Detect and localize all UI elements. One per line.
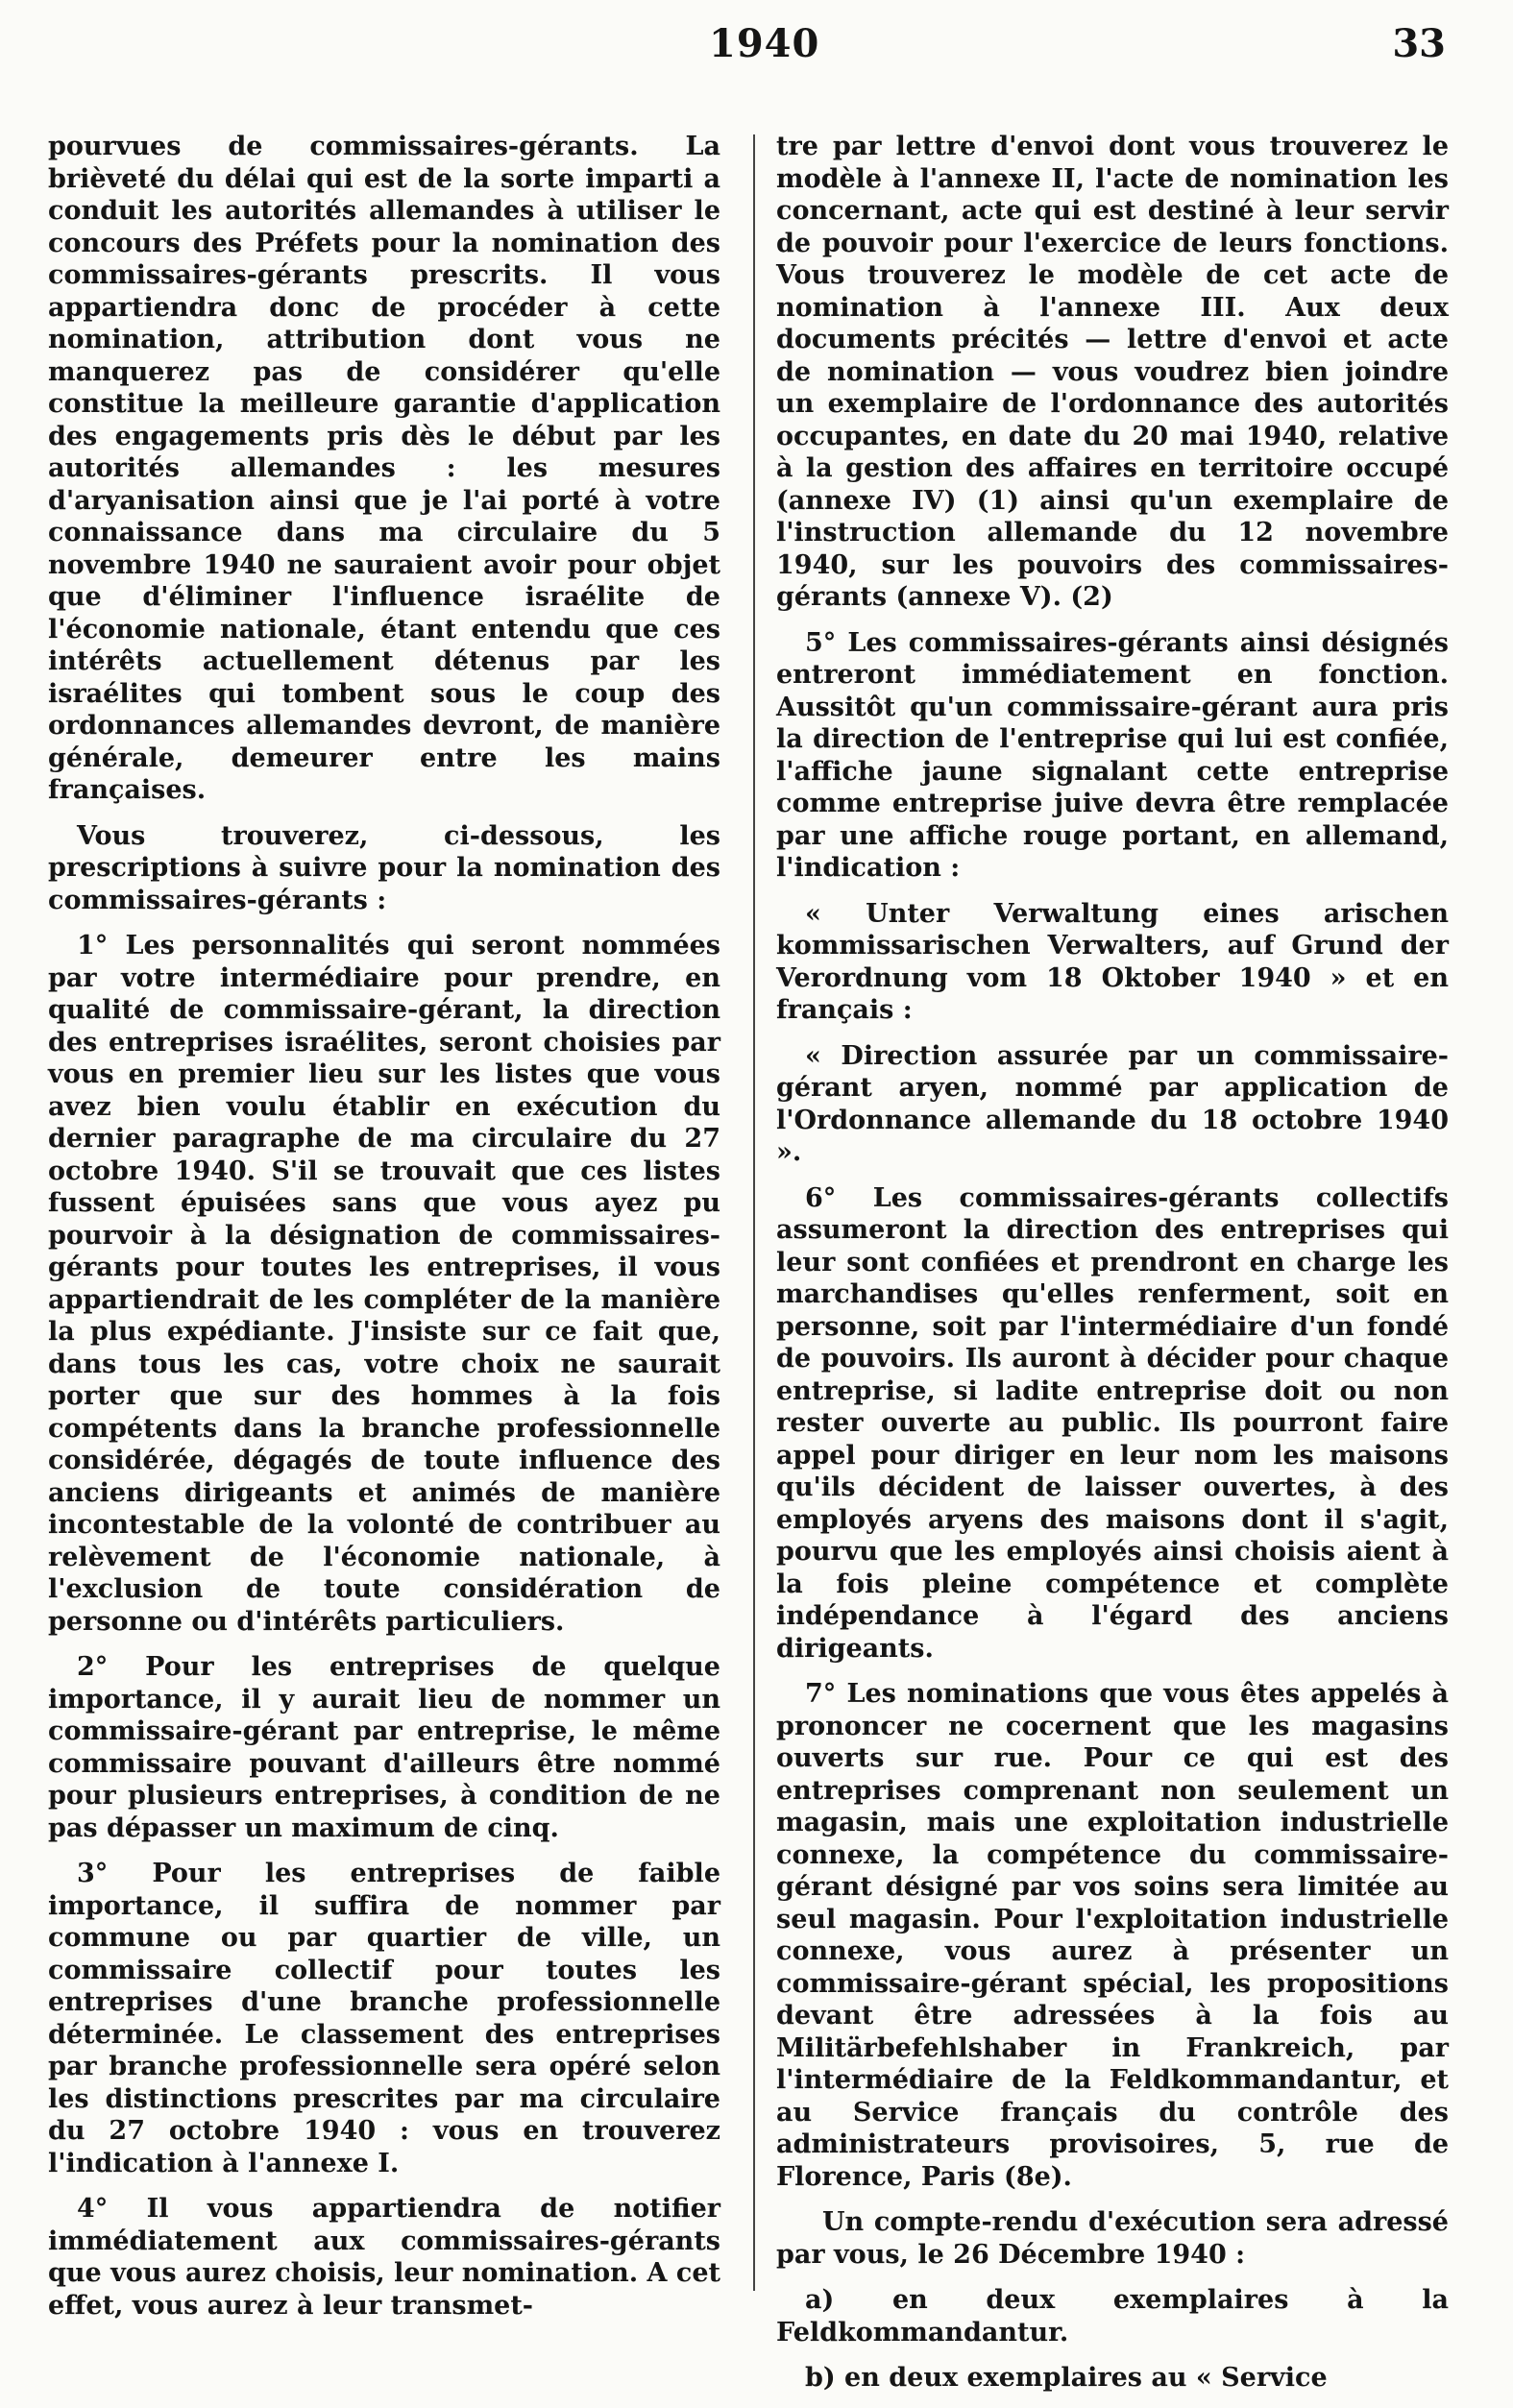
running-head: [0, 0, 1513, 86]
paragraph-item-2: 2° Pour les entreprises de quelque importance, il y aurait lieu de nommer un commissaire-gérant par entreprise, le même commissaire pouvant d'ailleurs être nommé pour plusieurs entreprises, à condition de ne pas dépasser un maximum de cinq.: [48, 1652, 720, 1843]
paragraph-continued-intro: pourvues de commissaires-gérants. La brièveté du délai qui est de la sorte imparti a conduit les autorités allemandes à utiliser le concours des Préfets pour la nomination des commissaires-gérants prescrits. Il vous appartiendra donc de procéder à cette nomination, attribution dont vous ne manquerez pas de considérer qu'elle constitue la meilleure garantie d'application des engagements pris dès le début par les autorités allemandes : les mesures d'aryanisation ainsi que je l'ai porté à votre connaissance dans ma circulaire du 5 novembre 1940 ne sauraient avoir pour objet que d'éliminer l'influence israélite de l'économie nationale, étant entendu que ces intérêts actuellement détenus par les israélites qui tombent sous le coup des ordonnances allemandes devront, de manière générale, demeurer entre les mains françaises.: [48, 132, 720, 805]
paragraph-item-1: 1° Les personnalités qui seront nommées par votre intermédiaire pour prendre, en qualité de commissaire-gérant, la direction des entreprises israélites, seront choisies par vous en premier lieu sur les listes que vous avez bien voulu établir en exécution du dernier paragraphe de ma circulaire du 27 octobre 1940. S'il se trouvait que ces listes fussent épuisées sans que vous ayez pu pourvoir à la désignation de commissaires-gérants pour toutes les entreprises, il vous appartiendrait de les compléter de la manière la plus expédiante. J'insiste sur ce fait que, dans tous les cas, votre choix ne saurait porter que sur des hommes à la fois compétents dans la branche professionnelle considérée, dégagés de toute influence des anciens dirigeants et animés de manière incontestable de la volonté de contribuer au relèvement de l'économie nationale, à l'exclusion de toute considération de personne ou d'intérêts particuliers.: [48, 931, 720, 1637]
paragraph-item-3: 3° Pour les entreprises de faible importance, il suffira de nommer par commune ou par quartier de ville, un commissaire collectif pour toutes les entreprises d'une branche professionnelle déterminée. Le classement des entreprises par branche professionnelle sera opéré selon les distinctions prescrites par ma circulaire du 27 octobre 1940 : vous en trouverez l'indication à l'annexe I.: [48, 1859, 720, 2178]
paragraph-item-4: 4° Il vous appartiendra de notifier immédiatement aux commissaires-gérants que vous aurez choisis, leur nomination. A cet effet, vous aurez à leur transmet-: [48, 2194, 720, 2321]
paragraph-report: Un compte-rendu d'exécution sera adressé par vous, le 26 Décembre 1940 :: [776, 2207, 1449, 2270]
paragraph-item-6: 6° Les commissaires-gérants collectifs assumeront la direction des entreprises qui leur sont confiées et prendront en charge les marchandises qu'elles renferment, soit en personne, soit par l'intermédiaire d'un fondé de pouvoirs. Ils auront à décider pour chaque entreprise, si ladite entreprise doit ou non rester ouverte au public. Ils pourront faire appel pour diriger en leur nom les maisons qu'ils décident de laisser ouvertes, à des employés aryens des maisons dont il s'agit, pourvu que les employés ainsi choisis aient à la fois pleine compétence et complète indépendance à l'égard des anciens dirigeants.: [776, 1182, 1449, 1664]
paragraph-item-4-continued: tre par lettre d'envoi dont vous trouverez le modèle à l'annexe II, l'acte de nomination les concernant, acte qui est destiné à leur servir de pouvoir pour l'exercice de leurs fonctions. Vous trouverez le modèle de cet acte de nomination à l'annexe III. Aux deux documents précités — lettre d'envoi et acte de nomination — vous voudrez bien joindre un exemplaire de l'ordonnance des autorités occupantes, en date du 20 mai 1940, relative à la gestion des affaires en territoire occupé (annexe IV) (1) ainsi qu'un exemplaire de l'instruction allemande du 12 novembre 1940, sur les pouvoirs des commissaires-gérants (annexe V). (2): [776, 132, 1449, 612]
paragraph-report-item-a: a) en deux exemplaires à la Feldkommandantur.: [776, 2285, 1449, 2347]
left-column: [48, 131, 720, 2335]
column-divider: [753, 134, 755, 2291]
running-head-year: 1940: [709, 21, 820, 66]
quote-german-notice: « Unter Verwaltung eines arischen kommissarischen Verwalters, auf Grund der Verordnung vom 18 Oktober 1940 » et en français :: [776, 898, 1449, 1025]
quote-french-notice: « Direction assurée par un commissaire-gérant aryen, nommé par application de l'Ordonnance allemande du 18 octobre 1940 ».: [776, 1040, 1449, 1167]
paragraph-item-5: 5° Les commissaires-gérants ainsi désignés entreront immédiatement en fonction. Aussitôt qu'un commissaire-gérant aura pris la direction de l'entreprise qui lui est confiée, l'affiche jaune signalant cette entreprise comme entreprise juive devra être remplacée par une affiche rouge portant, en allemand, l'indication :: [776, 627, 1449, 883]
paragraph-item-7: 7° Les nominations que vous êtes appelés à prononcer ne cocernent que les magasins ouverts sur rue. Pour ce qui est des entreprises comprenant non seulement un magasin, mais une exploitation industrielle connexe, la compétence du commissaire-gérant désigné par vos soins sera limitée au seul magasin. Pour l'exploitation industrielle connexe, vous aurez à présenter un commissaire-gérant spécial, les propositions devant être adressées à la fois au Militärbefehlshaber in Frankreich, par l'intermédiaire de la Feldkommandantur, et au Service français du contrôle des administrateurs provisoires, 5, rue de Florence, Paris (8e).: [776, 1679, 1449, 2192]
page-number: 33: [1392, 21, 1446, 66]
paragraph-prescriptions-intro: Vous trouverez, ci-dessous, les prescriptions à suivre pour la nomination des commissaires-gérants :: [48, 820, 720, 915]
paragraph-report-item-b: b) en deux exemplaires au « Service: [805, 2363, 1328, 2393]
right-column: [776, 131, 1449, 2408]
